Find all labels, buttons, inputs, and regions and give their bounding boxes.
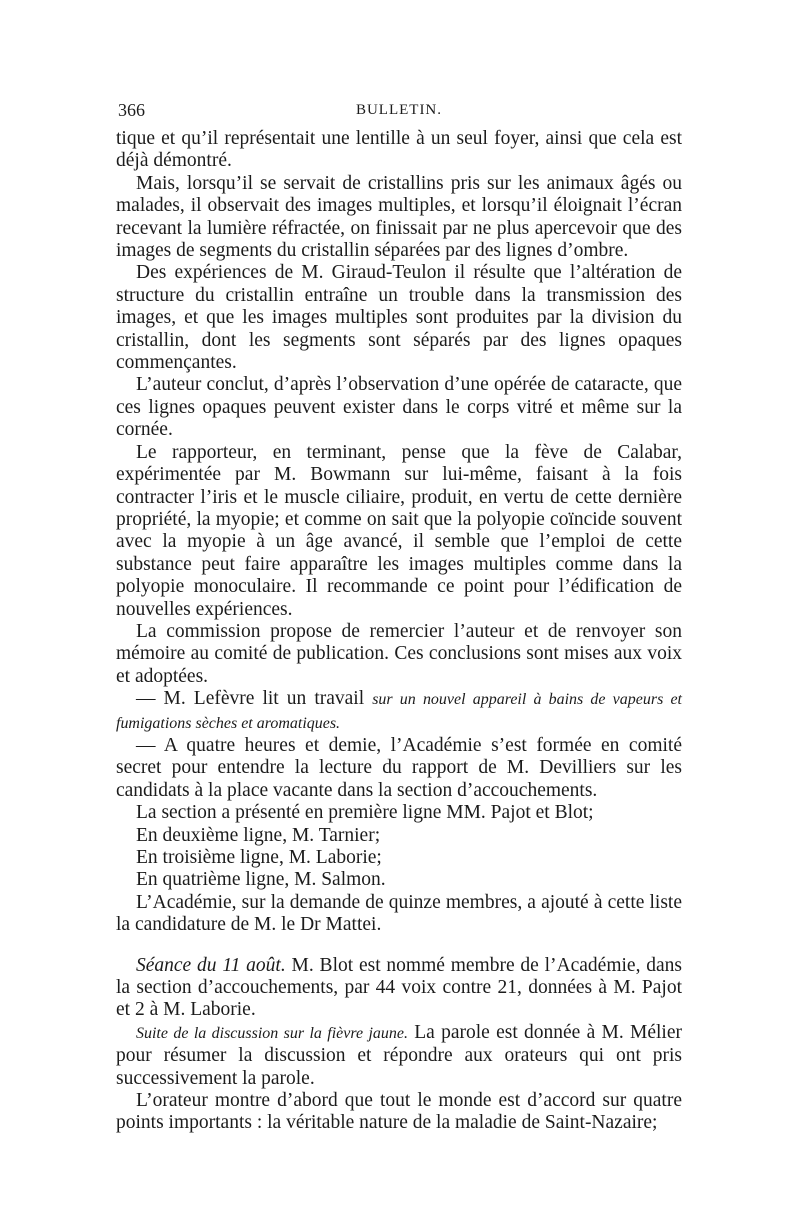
paragraph-text: La parole est donnée à M. Mélier pour résumer la discussion et répondre aux orateurs qui ont pris successivement la parole. (116, 1021, 682, 1089)
section-heading: Suite de la discussion sur la fièvre jaune. (136, 1024, 408, 1042)
paragraph: La section a présenté en première ligne MM. Pajot et Blot; (136, 802, 594, 824)
paragraph: L’auteur conclut, d’après l’observation d’une opérée de cataracte, que ces lignes opaques peuvent exister dans le corps vitré et même sur la cornée. (116, 374, 682, 441)
paragraph-text: — M. Lefèvre lit un travail (136, 688, 373, 710)
paragraph: tique et qu’il représentait une lentille à un seul foyer, ainsi que cela est déjà démontré. (116, 128, 682, 172)
paragraph: En troisième ligne, M. Laborie; (136, 847, 382, 868)
paragraph: — A quatre heures et demie, l’Académie s’est formée en comité secret pour entendre la lecture du rapport de M. Devilliers sur les candidats à la place vacante dans la section d’accouchements. (116, 734, 682, 801)
page-body (116, 128, 682, 1135)
paragraph-seance (116, 955, 682, 1022)
paragraph: En deuxième ligne, M. Tarnier; (136, 824, 381, 846)
paper-title: sur un nouvel appareil à bains de vapeurs et fumigations sèches et aromatiques. (116, 691, 682, 732)
paragraph: En quatrième ligne, M. Salmon. (136, 869, 386, 891)
paragraph-text: M. Blot est nommé membre de l’Académie, dans la section d’accouchements, par 44 voix contre 21, données à M. Pajot et 2 à M. Laborie. (116, 954, 682, 1021)
paragraph: Mais, lorsqu’il se servait de cristallins pris sur les animaux âgés ou malades, il observait des images multiples, et lorsqu’il éloignait l’écran recevant la lumière réfractée, on finissait par ne plus apercevoir que des images de segments du cristallin séparées par des lignes d’ombre. (116, 172, 682, 262)
page-number: 366 (118, 100, 145, 120)
paragraph-discussion (116, 1022, 682, 1090)
paragraph-lefevre (116, 688, 682, 735)
paragraph: La commission propose de remercier l’auteur et de renvoyer son mémoire au comité de publication. Ces conclusions sont mises aux voix et adoptées. (116, 620, 682, 687)
paragraph: Le rapporteur, en terminant, pense que la fève de Calabar, expérimentée par M. Bowmann sur lui-même, faisant à la fois contracter l’iris et le muscle ciliaire, produit, en vertu de cette dernière propriété, la myopie; et comme on sait que la polyopie coïncide souvent avec la myopie à un âge avancé, il semble que l’emploi de cette substance peut faire apparaître les images multiples comme dans la polyopie monoculaire. Il recommande ce point pour l’édification de nouvelles expériences. (116, 441, 682, 620)
paragraph: Des expériences de M. Giraud-Teulon il résulte que l’altération de structure du cristallin entraîne un trouble dans la transmission des images, et que les images multiples sont produites par la division du cristallin, dont les segments sont séparés par des lignes opaques commençantes. (116, 262, 682, 374)
session-heading: Séance du 11 août. (136, 954, 286, 976)
paragraph: L’Académie, sur la demande de quinze membres, a ajouté à cette liste la candidature de M. le Dr Mattei. (116, 891, 682, 936)
paragraph: L’orateur montre d’abord que tout le monde est d’accord sur quatre points importants : la véritable nature de la maladie de Saint-Nazaire; (116, 1090, 682, 1134)
page-header (118, 100, 680, 124)
running-title: BULLETIN. (355, 102, 443, 118)
